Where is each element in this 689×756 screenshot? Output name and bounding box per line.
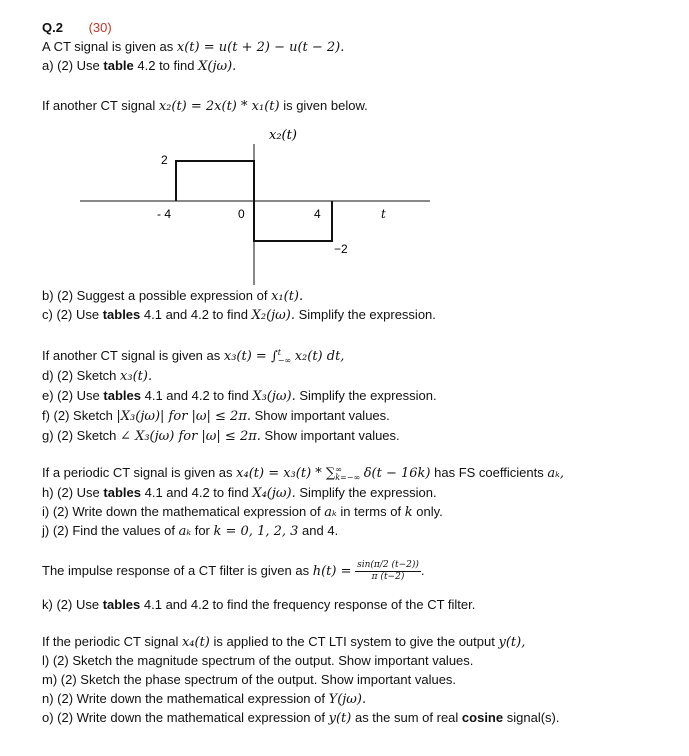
question-label: Q.2 (42, 20, 63, 35)
impulse-fraction (355, 560, 421, 583)
item-i (42, 504, 443, 520)
x4-apply-expr2: y(t), (498, 635, 526, 650)
item-o-bold: cosine (461, 710, 504, 725)
item-m (42, 672, 456, 687)
item-k-lead: k) (2) Use (42, 597, 100, 612)
item-h-lead: h) (2) Use (42, 485, 100, 500)
item-b-expr: x₁(t). (271, 289, 304, 304)
item-i-tail2: only. (416, 504, 443, 519)
item-h-expr: X₄(jω). (252, 486, 296, 501)
item-f-expr: |X₃(jω)| for |ω| ≤ 2π. (116, 409, 252, 424)
impulse-line (42, 560, 425, 583)
item-a-expr: X(jω). (198, 59, 237, 74)
item-c (42, 307, 436, 323)
x4-intro (42, 465, 564, 482)
item-d-text: d) (2) Sketch (42, 368, 117, 383)
item-o-tail2: signal(s). (506, 710, 560, 725)
item-e-rest: 4.1 and 4.2 to find (144, 388, 249, 403)
item-c-tail: Simplify the expression. (298, 307, 436, 322)
x2-intro-tail: is given below. (283, 98, 368, 113)
item-o-tail: as the sum of real (354, 710, 459, 725)
item-j-tail: for (194, 523, 210, 538)
item-c-lead: c) (2) Use (42, 307, 100, 322)
item-o (42, 710, 559, 726)
item-e-lead: e) (2) Use (42, 388, 100, 403)
question-points: (30) (88, 20, 112, 35)
x4-intro-expr2: δ(t − 16k) (363, 466, 431, 481)
item-n-text: n) (2) Write down the mathematical expression of (42, 691, 325, 706)
graph-segment-positive (176, 161, 254, 201)
impulse-expr: h(t) = (312, 563, 352, 579)
item-n-expr: Y(jω). (328, 692, 367, 707)
graph-axis-label: t (381, 207, 386, 221)
item-f-text: f) (2) Sketch (42, 408, 113, 423)
x3-intro-expr2: x₂(t) dt, (294, 349, 345, 364)
x3-intro-expr: x₃(t) = ∫ (223, 349, 278, 364)
x3-integral-limits (278, 349, 291, 365)
x4-lim-up: ∞ (335, 464, 342, 474)
item-d-expr: x₃(t). (120, 369, 153, 384)
item-n (42, 691, 366, 707)
item-j (42, 523, 338, 539)
graph-tick-right: 4 (314, 207, 321, 221)
impulse-period: . (420, 562, 425, 578)
graph-title: x₂(t) (269, 128, 297, 143)
x3-lim-low: −∞ (277, 355, 292, 365)
x4-apply-tail: is applied to the CT LTI system to give the output (213, 634, 495, 649)
item-a (42, 58, 236, 74)
item-b-text: b) (2) Suggest a possible expression of (42, 288, 268, 303)
item-j-expr2: k = 0, 1, 2, 3 (213, 524, 299, 539)
graph-tick-zero: 0 (238, 207, 245, 221)
item-g-text: g) (2) Sketch (42, 428, 117, 443)
item-j-expr: aₖ (178, 524, 192, 539)
item-e (42, 388, 437, 404)
x3-lim-up: t (277, 347, 281, 357)
item-a-rest: 4.2 to find (137, 58, 195, 73)
x2-graph (0, 122, 689, 292)
intro-expr: x(t) = u(t + 2) − u(t − 2). (176, 40, 345, 55)
item-i-expr: aₖ (324, 505, 337, 520)
item-l (42, 653, 473, 668)
graph-y-high-label: 2 (161, 153, 168, 167)
item-o-text: o) (2) Write down the mathematical expression of (42, 710, 325, 725)
x4-apply (42, 634, 525, 650)
item-k-bold: tables (102, 597, 141, 612)
x2-intro (42, 98, 368, 114)
item-c-rest: 4.1 and 4.2 to find (143, 307, 248, 322)
graph-y-low-label: −2 (334, 242, 348, 256)
x4-intro-expr: x₄(t) = x₃(t) * ∑ (236, 466, 336, 481)
x2-intro-expr: x₂(t) = 2x(t) * x₁(t) (158, 99, 280, 114)
impulse-denominator: π (t−2) (371, 572, 405, 582)
graph-tick-left: - 4 (157, 207, 172, 221)
item-f (42, 408, 390, 424)
item-j-text: j) (2) Find the values of (42, 523, 175, 538)
item-c-bold: tables (102, 307, 141, 322)
item-e-tail: Simplify the expression. (299, 388, 437, 403)
item-j-tail2: and 4. (302, 523, 339, 538)
x4-apply-text: If the periodic CT signal (42, 634, 179, 649)
item-k-rest: 4.1 and 4.2 to find the frequency response of the CT filter. (143, 597, 476, 612)
item-i-text: i) (2) Write down the mathematical expression of (42, 504, 321, 519)
item-m-text: m) (2) Sketch the phase spectrum of the output. Show important values. (42, 672, 457, 687)
item-k (42, 597, 475, 612)
x3-intro (42, 348, 344, 365)
item-g (42, 428, 400, 444)
x4-sum-limits (335, 466, 360, 482)
impulse-text: The impulse response of a CT filter is given as (42, 562, 310, 578)
x4-intro-expr3: aₖ, (547, 466, 564, 481)
item-h-bold: tables (103, 485, 141, 500)
item-h-rest: 4.1 and 4.2 to find (144, 485, 249, 500)
x4-lim-low: k=−∞ (335, 472, 361, 482)
intro-text: A CT signal is given as (42, 39, 174, 54)
impulse-numerator: sin(π/2 (t−2)) (357, 560, 419, 570)
item-f-tail: Show important values. (254, 408, 390, 423)
x4-intro-text: If a periodic CT signal is given as (42, 465, 233, 480)
item-i-tail: in terms of (340, 504, 402, 519)
item-l-text: l) (2) Sketch the magnitude spectrum of the output. Show important values. (42, 653, 474, 668)
item-e-bold: tables (103, 388, 141, 403)
item-a-bold: table (103, 58, 134, 73)
x4-apply-expr: x₄(t) (181, 635, 210, 650)
x2-intro-text: If another CT signal (42, 98, 156, 113)
item-d (42, 368, 152, 384)
x3-intro-text: If another CT signal is given as (42, 348, 221, 363)
item-i-k: k (404, 505, 413, 520)
x4-intro-tail: has FS coefficients (434, 465, 544, 480)
item-o-expr: y(t) (328, 711, 352, 726)
item-h (42, 485, 437, 501)
item-c-expr: X₂(jω). (251, 308, 295, 323)
question-header (42, 20, 112, 35)
item-g-tail: Show important values. (264, 428, 400, 443)
intro-line (42, 39, 344, 55)
item-e-expr: X₃(jω). (252, 389, 296, 404)
item-h-tail: Simplify the expression. (299, 485, 437, 500)
item-g-expr: ∠ X₃(jω) for |ω| ≤ 2π. (120, 429, 261, 444)
item-a-lead: a) (2) Use (42, 58, 100, 73)
item-b (42, 288, 303, 304)
